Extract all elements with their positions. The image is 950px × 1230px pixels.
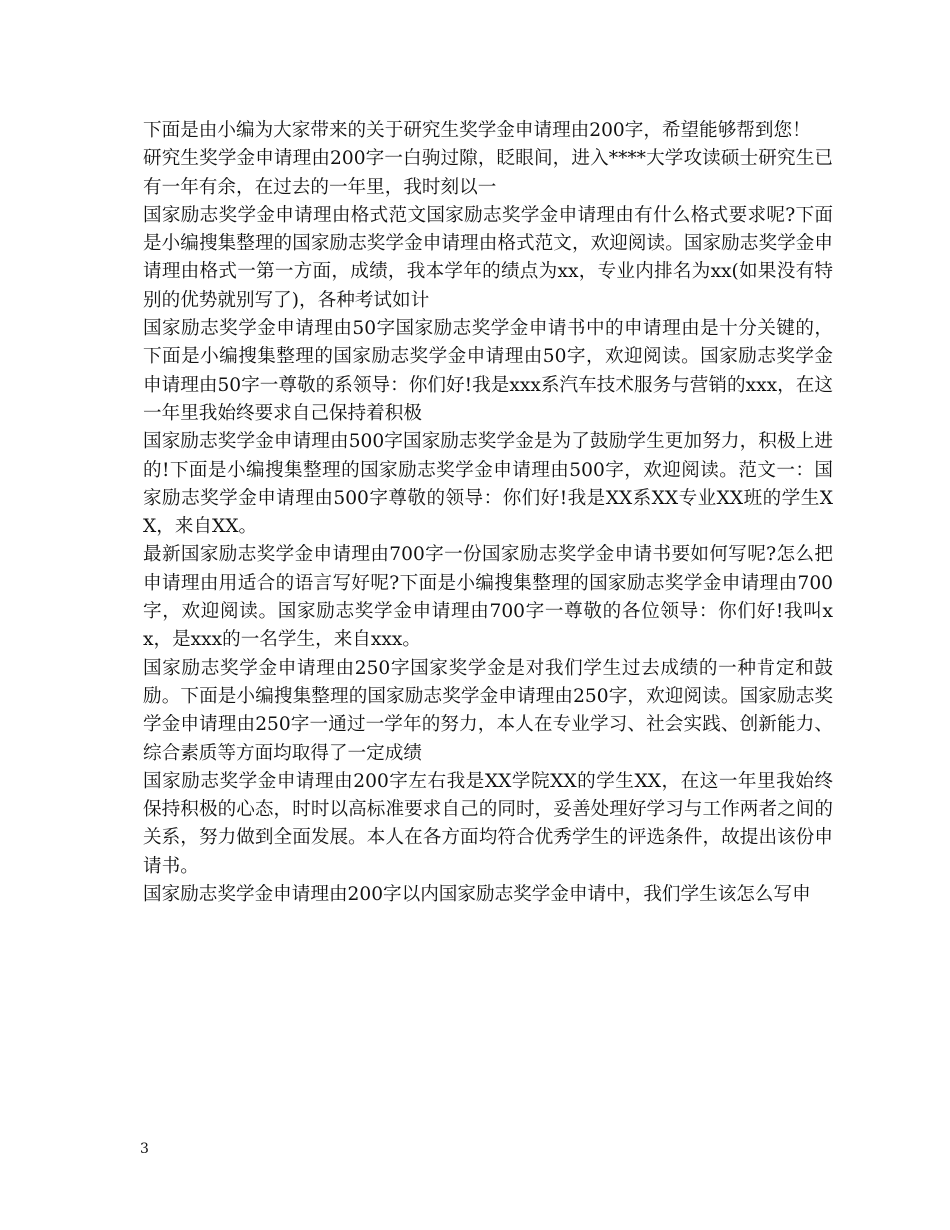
page-number: 3 (140, 1141, 149, 1157)
paragraph-5: 国家励志奖学金申请理由500字国家励志奖学金是为了鼓励学生更加努力，积极上进的!下面是小编搜集整理的国家励志奖学金申请理由500字，欢迎阅读。范文一：国家励志奖学金申请理由500字尊敬的领导：你们好!我是XX系XX专业XX班的学生XX，来自XX。 (143, 431, 833, 538)
paragraph-3: 国家励志奖学金申请理由格式范文国家励志奖学金申请理由有什么格式要求呢?下面是小编搜集整理的国家励志奖学金申请理由格式范文，欢迎阅读。国家励志奖学金申请理由格式一第一方面，成绩，我本学年的绩点为xx，专业内排名为xx(如果没有特别的优势就别写了)，各种考试如计 (143, 204, 833, 311)
paragraph-2: 研究生奖学金申请理由200字一白驹过隙，眨眼间，进入****大学攻读硕士研究生已有一年有余，在过去的一年里，我时刻以一 (143, 148, 833, 198)
paragraph-8: 国家励志奖学金申请理由200字左右我是XX学院XX的学生XX，在这一年里我始终保持积极的心态，时时以高标准要求自己的同时，妥善处理好学习与工作两者之间的关系，努力做到全面发展。本人在各方面均符合优秀学生的评选条件，故提出该份申请书。 (143, 770, 833, 877)
paragraph-1: 下面是由小编为大家带来的关于研究生奖学金申请理由200字，希望能够帮到您！ (143, 120, 811, 141)
paragraph-4: 国家励志奖学金申请理由50字国家励志奖学金申请书中的申请理由是十分关键的，下面是小编搜集整理的国家励志奖学金申请理由50字，欢迎阅读。国家励志奖学金申请理由50字一尊敬的系领导：你们好!我是xxx系汽车技术服务与营销的xxx，在这一年里我始终要求自己保持着积极 (143, 318, 833, 424)
paragraph-7: 国家励志奖学金申请理由250字国家奖学金是对我们学生过去成绩的一种肯定和鼓励。下面是小编搜集整理的国家励志奖学金申请理由250字，欢迎阅读。国家励志奖学金申请理由250字一通过一学年的努力，本人在专业学习、社会实践、创新能力、综合素质等方面均取得了一定成绩 (143, 657, 833, 764)
paragraph-9: 国家励志奖学金申请理由200字以内国家励志奖学金申请中，我们学生该怎么写申 (143, 884, 811, 906)
paragraph-6: 最新国家励志奖学金申请理由700字一份国家励志奖学金申请书要如何写呢?怎么把申请理由用适合的语言写好呢?下面是小编搜集整理的国家励志奖学金申请理由700字，欢迎阅读。国家励志奖学金申请理由700字一尊敬的各位领导：你们好!我叫xx，是xxx的一名学生，来自xxx。 (143, 544, 833, 651)
document-body (143, 117, 833, 909)
